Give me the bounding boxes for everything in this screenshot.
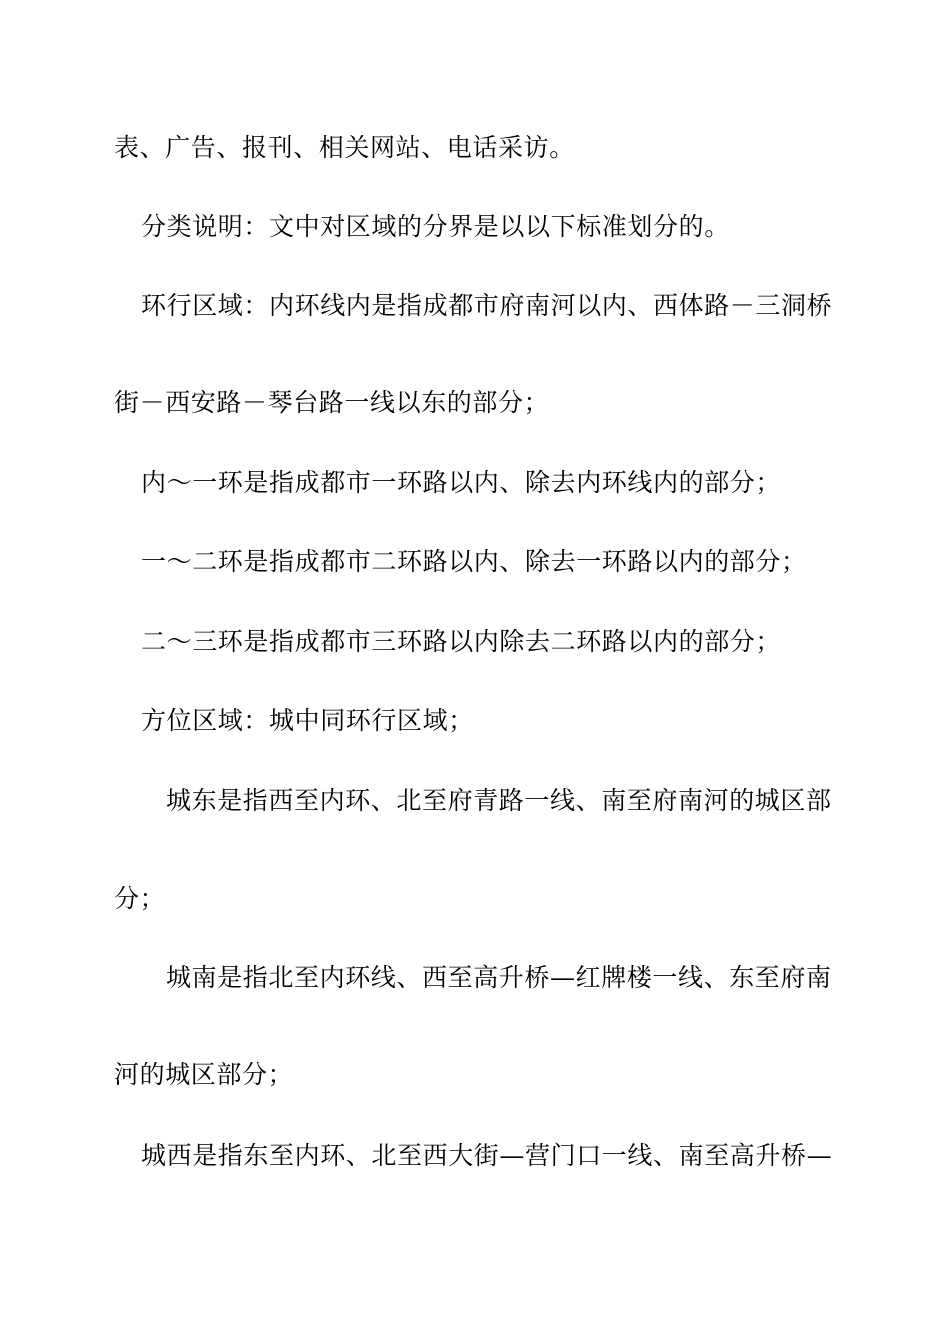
text-line-ring-area-cont: 街－西安路－琴台路一线以东的部分； (114, 388, 550, 417)
text-line-west-city: 城西是指东至内环、北至西大街—营门口一线、南至高升桥— (141, 1141, 833, 1170)
text-line-classification-note: 分类说明：文中对区域的分界是以以下标准划分的。 (141, 212, 730, 241)
text-line-south-city-cont: 河的城区部分； (114, 1060, 294, 1089)
text-line-east-city: 城东是指西至内环、北至府青路一线、南至府南河的城区部 (166, 786, 832, 815)
text-line-south-city: 城南是指北至内环线、西至高升桥—红牌楼一线、东至府南 (166, 963, 832, 992)
text-line-ring-area: 环行区域：内环线内是指成都市府南河以内、西体路－三洞桥 (141, 291, 833, 320)
text-line-second-third-ring: 二～三环是指成都市三环路以内除去二环路以内的部分； (141, 627, 782, 656)
text-line-sources: 表、广告、报刊、相关网站、电话采访。 (114, 133, 575, 162)
text-line-direction-area: 方位区域：城中同环行区域； (141, 706, 474, 735)
text-line-east-city-cont: 分； (114, 884, 166, 913)
text-line-inner-first-ring: 内～一环是指成都市一环路以内、除去内环线内的部分； (141, 468, 782, 497)
text-line-first-second-ring: 一～二环是指成都市二环路以内、除去一环路以内的部分； (141, 547, 807, 576)
